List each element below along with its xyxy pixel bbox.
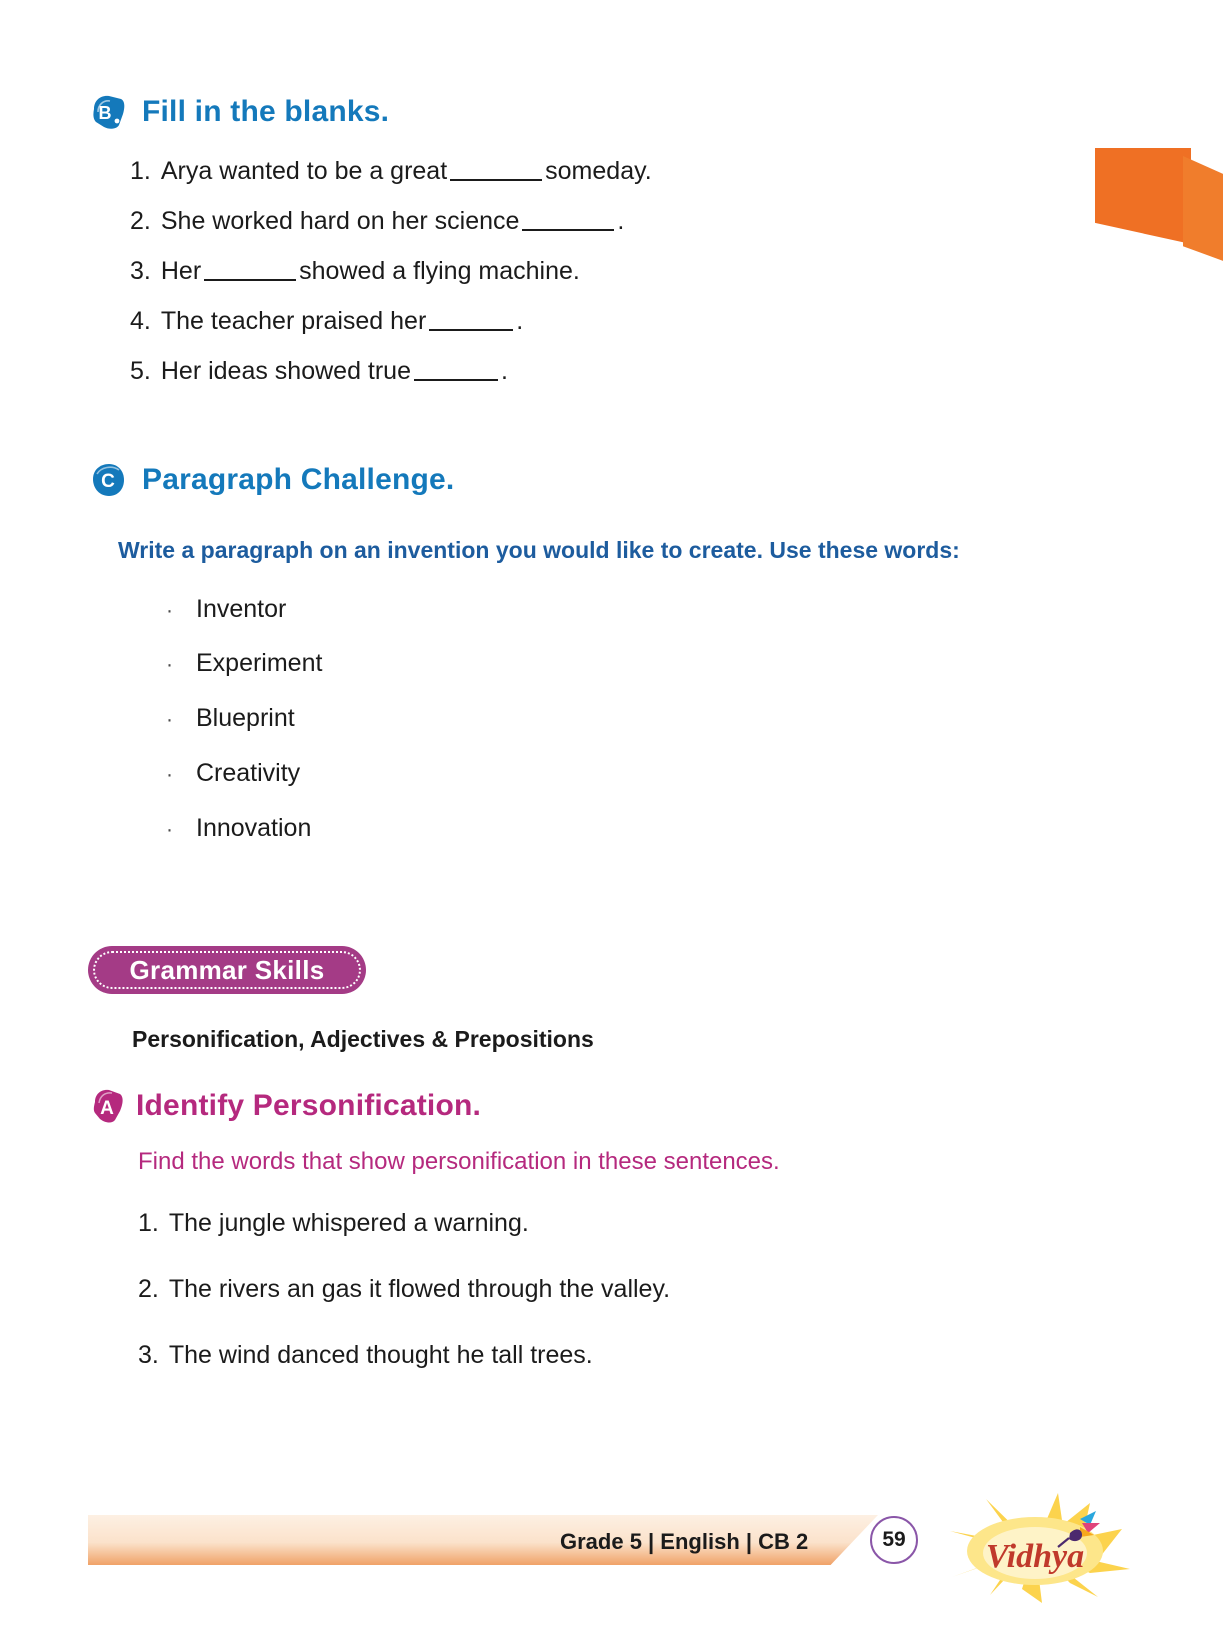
item-text: The wind danced thought he tall trees. [168, 1341, 593, 1369]
word-bank-item [166, 704, 1008, 733]
item-number: 1. [130, 157, 151, 185]
orange-corner-accent-icon [1091, 148, 1223, 280]
item-text: The rivers an gas it flowed through the valley. [168, 1275, 671, 1303]
bullet-icon: · [166, 762, 173, 786]
section-a-instruction: Find the words that show personification in these sentences. [138, 1148, 780, 1175]
answer-blank[interactable] [429, 329, 513, 331]
answer-blank[interactable] [450, 179, 542, 181]
item-number: 3. [130, 257, 151, 285]
letter-b-badge-icon [88, 92, 128, 132]
item-text: Her ideas showed true . [160, 357, 508, 385]
item-number: 1. [138, 1209, 159, 1237]
grammar-skills-subheading: Personification, Adjectives & Prepositions [132, 1026, 594, 1052]
page-number-badge: 59 [870, 1516, 918, 1564]
footer-label: Grade 5 | English | CB 2 [560, 1529, 809, 1554]
fill-blanks-list [130, 156, 652, 386]
item-text: The teacher praised her . [160, 307, 524, 335]
item-text: Arya wanted to be a great someday. [160, 157, 652, 185]
item-number: 3. [138, 1341, 159, 1369]
grammar-skills-banner [88, 946, 366, 994]
vidhya-wordmark: Vidhya [985, 1538, 1085, 1575]
word-bank-list [166, 595, 1008, 843]
fill-blank-item-1 [130, 156, 652, 186]
word-bank-item [166, 759, 1008, 788]
personification-item-2[interactable] [138, 1274, 670, 1304]
bullet-icon: · [166, 598, 173, 622]
section-c [88, 460, 1008, 842]
word-bank-label: Blueprint [196, 704, 295, 733]
item-text: The jungle whispered a warning. [168, 1209, 529, 1237]
svg-text:C: C [101, 471, 115, 492]
personification-item-1[interactable] [138, 1208, 670, 1238]
personification-list-wrap [138, 1208, 670, 1370]
section-a-title: Identify Personification. [136, 1089, 482, 1122]
section-c-title: Paragraph Challenge. [142, 463, 455, 496]
fill-blank-item-5 [130, 356, 652, 386]
fill-blank-item-4 [130, 306, 652, 336]
item-text: She worked hard on her science . [160, 207, 625, 235]
word-bank-item [166, 649, 1008, 678]
letter-a-badge-icon [88, 1086, 128, 1126]
item-number: 2. [130, 207, 151, 235]
section-c-instruction: Write a paragraph on an invention you would like to create. Use these words: [118, 537, 960, 563]
word-bank-label: Experiment [196, 649, 323, 678]
item-number: 4. [130, 307, 151, 335]
section-b-title: Fill in the blanks. [142, 95, 390, 128]
personification-list [138, 1208, 670, 1370]
fill-blank-item-2 [130, 206, 652, 236]
section-a [88, 1086, 481, 1126]
svg-text:A: A [100, 1098, 114, 1119]
bullet-icon: · [166, 817, 173, 841]
letter-c-badge-icon [88, 460, 128, 500]
bullet-icon: · [166, 653, 173, 677]
item-text: Her showed a flying machine. [160, 257, 580, 285]
section-a-header [88, 1086, 481, 1126]
fill-blank-item-3 [130, 256, 652, 286]
word-bank-label: Creativity [196, 758, 301, 787]
grammar-skills-label: Grammar Skills [129, 954, 325, 985]
accent-shape-right [1183, 156, 1223, 266]
word-bank-label: Inventor [196, 594, 287, 623]
vidhya-logo [930, 1485, 1140, 1605]
answer-blank[interactable] [204, 279, 296, 281]
section-b [88, 92, 652, 386]
item-number: 5. [130, 357, 151, 385]
word-bank-label: Innovation [196, 813, 312, 842]
word-bank-item [166, 595, 1008, 624]
page-footer [0, 1509, 1223, 1575]
section-c-header [88, 460, 1008, 500]
item-number: 2. [138, 1275, 159, 1303]
accent-shape-left [1095, 148, 1191, 244]
bullet-icon: · [166, 708, 173, 732]
answer-blank[interactable] [414, 379, 498, 381]
section-b-header [88, 92, 652, 132]
personification-item-3[interactable] [138, 1340, 670, 1370]
word-bank-item [166, 814, 1008, 843]
answer-blank[interactable] [522, 229, 614, 231]
svg-text:B: B [98, 103, 112, 123]
